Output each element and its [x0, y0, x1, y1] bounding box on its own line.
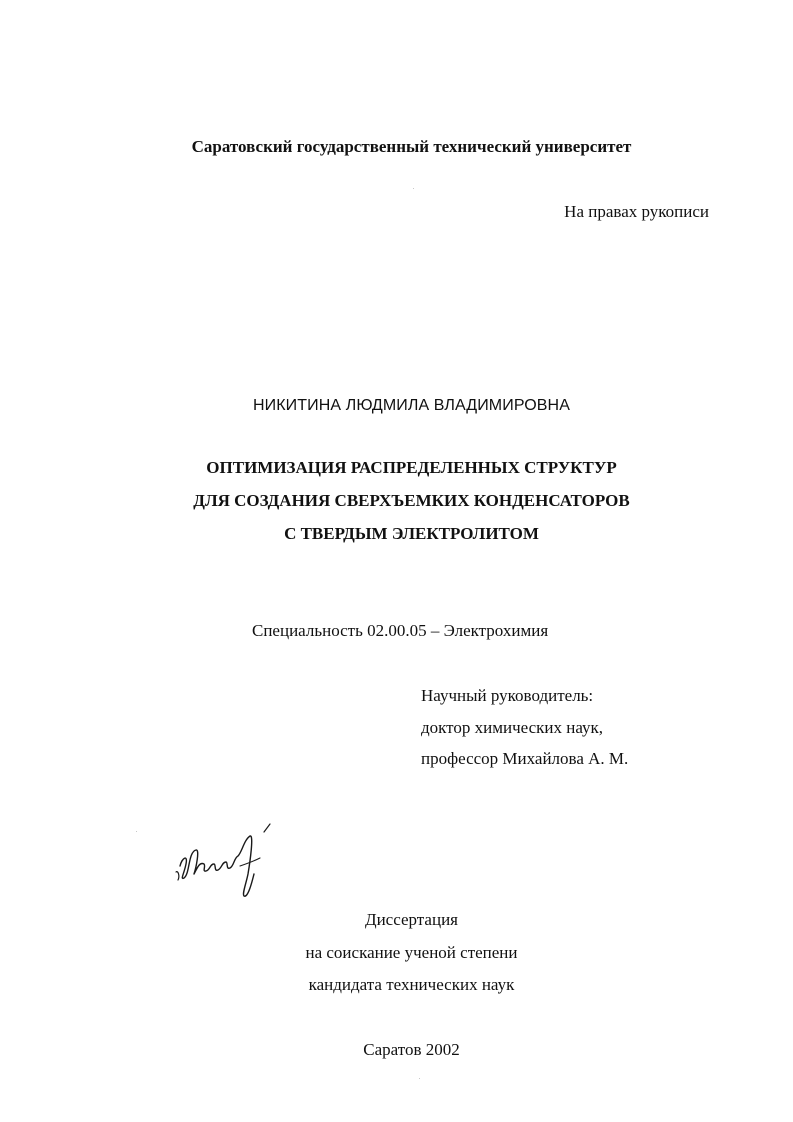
advisor-degree: доктор химических наук,: [421, 718, 604, 737]
scan-speck: [413, 188, 414, 189]
specialty: Специальность 02.00.05 – Электрохимия: [252, 621, 549, 640]
scan-speck: [136, 831, 137, 832]
dissertation-line-3: кандидата технических наук: [308, 975, 515, 994]
title-line-3: С ТВЕРДЫМ ЭЛЕКТРОЛИТОМ: [284, 524, 539, 543]
city-year: Саратов 2002: [363, 1040, 460, 1059]
advisor-name: профессор Михайлова А. М.: [421, 749, 629, 768]
dissertation-line-2: на соискание ученой степени: [305, 943, 518, 962]
dissertation-line-1: Диссертация: [364, 910, 458, 929]
title-line-1: ОПТИМИЗАЦИЯ РАСПРЕДЕЛЕННЫХ СТРУКТУР: [206, 458, 617, 477]
advisor-label: Научный руководитель:: [421, 686, 594, 705]
handwritten-signature: [170, 822, 280, 904]
scan-speck: [419, 1078, 420, 1079]
author-name: НИКИТИНА ЛЮДМИЛА ВЛАДИМИРОВНА: [253, 397, 570, 414]
university-name: Саратовский государственный технический университет: [191, 137, 632, 156]
rights-note: На правах рукописи: [564, 202, 709, 221]
title-line-2: ДЛЯ СОЗДАНИЯ СВЕРХЪЕМКИХ КОНДЕНСАТОРОВ: [193, 491, 630, 510]
